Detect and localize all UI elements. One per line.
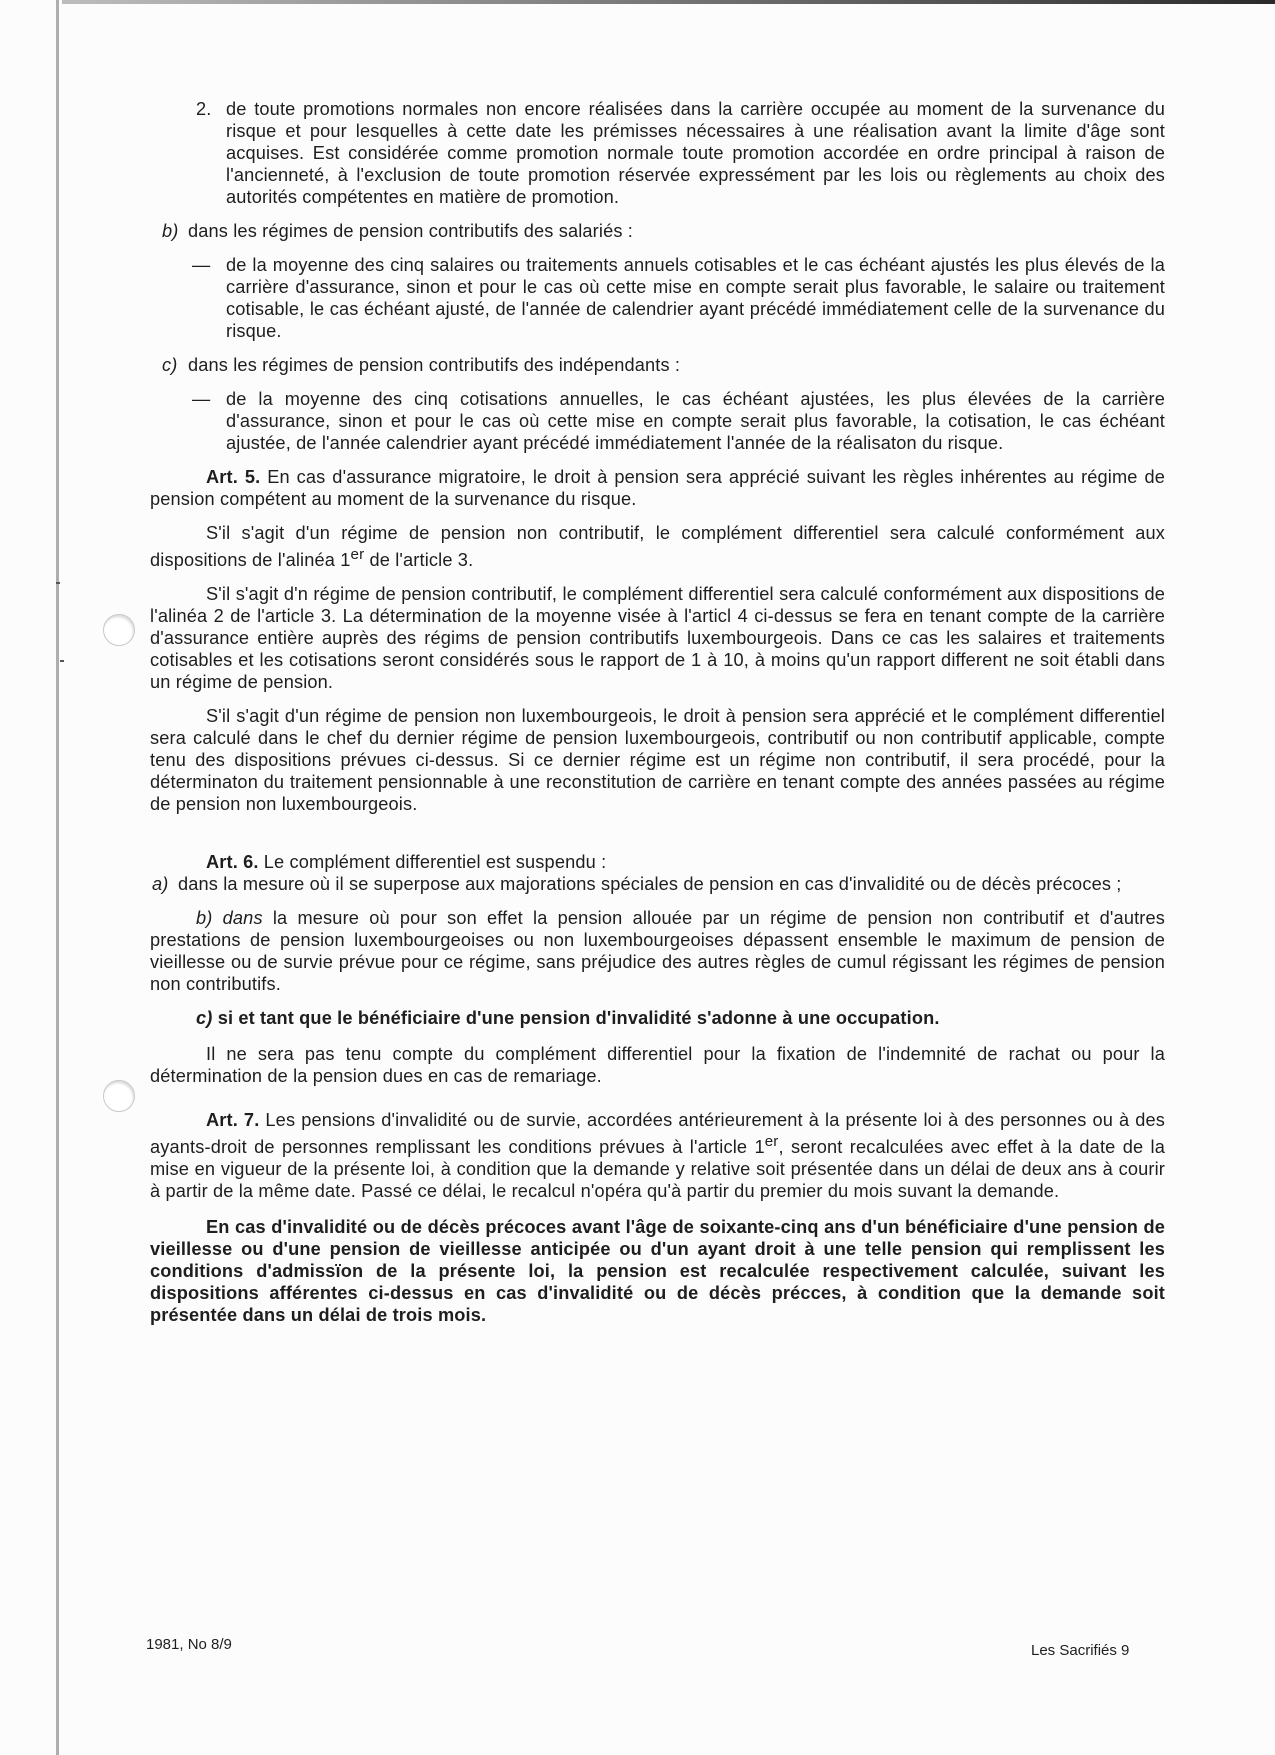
art7-p1-text: Les pensions d'invalidité ou de survie, accordées antérieurement à la présente loi à des personnes ou à des ayants-droit de personnes remplissant les conditions prévues à l'article 1 [150, 1110, 1166, 1158]
art6-intro-text: Le complément differentiel est suspendu : [263, 852, 607, 873]
punch-hole [103, 614, 135, 646]
art6-a-text: dans la mesure où il se superpose aux majorations spéciales de pension en cas d'invalidité ou de décès précoces ; [178, 874, 1122, 895]
punch-hole [103, 1080, 135, 1112]
item-c [150, 354, 1165, 376]
art5-paragraph-1 [150, 466, 1165, 510]
art5-paragraph-2 [150, 522, 1165, 571]
art6-b-text: la mesure où pour son effet la pension allouée par un régime de pension non contributif et d'autres prestations de pension luxembourgeoises ou non luxembourgeoises dépassent ensemble le maximum de pension de vieillesse ou de survie prévue pour ce régime, sans préjudice des autres règles de cumul régissant les régimes de pension non contributifs. [150, 908, 1165, 995]
art6-item-c [150, 1007, 1165, 1029]
art7-paragraph-1 [150, 1109, 1165, 1202]
scan-edge-left [56, 0, 59, 1755]
item-2-label: 2. [196, 99, 212, 119]
art7-label: Art. 7. [206, 1110, 260, 1131]
item-c-text: dans les régimes de pension contributifs des indépendants : [188, 355, 681, 375]
art5-p1: En cas d'assurance migratoire, le droit à pension sera apprécié suivant les règles inhérentes au régime de pension compétent au moment de la survenance du risque. [150, 467, 1165, 509]
art6-item-a [150, 873, 1165, 895]
scan-speck [56, 582, 60, 584]
art6-intro [150, 851, 1165, 873]
scan-edge-top [62, 0, 1275, 4]
art6-b-label: b) dans [196, 908, 263, 929]
item-b-dash-text: de la moyenne des cinq salaires ou traitements annuels cotisables et le cas échéant ajustés les plus élevés de la carrière d'assurance, sinon et pour le cas où cette mise en compte serait plus favorable, le salaire ou traitement cotisable, le cas échéant ajusté, de l'année de calendrier ayant précédé immédiatement celle de la survenance du risque. [226, 255, 1165, 341]
art6-item-b [150, 907, 1165, 995]
art7-paragraph-2: En cas d'invalidité ou de décès précoces avant l'âge de soixante-cinq ans d'un bénéficiaire d'une pension de vieillesse ou d'une pension de vieillesse anticipée ou d'un ayant droit à une telle pension qui remplissent les conditions d'admissïon de la présente loi, la pension est recalculée respectivement calculée, suivant les dispositions afférentes ci-dessus en cas d'invalidité ou de décès précces, à condition que la demande soit présentée dans un délai de trois mois. [150, 1217, 1165, 1326]
dash-marker: — [192, 255, 211, 275]
art5-p2-text-end: de l'article 3. [364, 550, 474, 571]
dash-marker: — [192, 389, 211, 409]
footer-issue: 1981, No 8/9 [146, 1636, 232, 1653]
document-body [150, 98, 1165, 1326]
item-2-text: de toute promotions normales non encore réalisées dans la carrière occupée au moment de la survenance du risque et pour lesquelles à cette date les prémisses nécessaires à une réalisation avant la limite d'âge sont acquises. Est considérée comme promotion normale toute promotion accordée en ordre principal à raison de l'ancienneté, à l'exclusion de toute promotion réservée expressément par les lois ou règlements au choix des autorités compétentes en matière de promotion. [226, 99, 1165, 207]
item-c-dash-text: de la moyenne des cinq cotisations annuelles, le cas échéant ajustées, les plus élevées de la carrière d'assurance, sinon et pour le cas où cette mise en compte serait plus favorable, la cotisation, le cas échéant ajustée, de l'année calendrier ayant précédé immédiatement l'année de la réalisaton du risque. [226, 389, 1165, 453]
item-b-label: b) [162, 221, 179, 241]
item-c-dash [150, 388, 1165, 454]
footer-page-number: Les Sacrifiés 9 [1031, 1642, 1130, 1659]
superscript: er [764, 1133, 779, 1151]
art5-paragraph-4: S'il s'agit d'un régime de pension non luxembourgeois, le droit à pension sera apprécié et le complément differentiel sera calculé dans le chef du dernier régime de pension luxembourgeois, contributif ou non contributif applicable, compte tenu des dispositions prévues ci-dessus. Si ce dernier régime est un régime non contributif, il sera procédé, pour la déterminaton du traitement pensionnable à une reconstitution de carrière en tenant compte des années passées au régime de pension non luxembourgeois. [150, 706, 1165, 815]
item-b-text: dans les régimes de pension contributifs des salariés : [188, 221, 633, 241]
scan-speck [60, 660, 64, 662]
item-c-label: c) [162, 355, 178, 375]
art6-final-paragraph: Il ne sera pas tenu compte du complément differentiel pour la fixation de l'indemnité de rachat ou pour la détermination de la pension dues en cas de remariage. [150, 1044, 1165, 1087]
art7-p1-text-end: , seront recalculées avec effet à la date de la mise en vigueur de la présente loi, à condition que la demande y relative soit présentée dans un délai de deux ans à courir à partir de la même date. Passé ce délai, le recalcul n'opéra qu'à partir du premier du mois suvant la demande. [150, 1137, 1165, 1202]
item-b-dash [150, 254, 1165, 342]
art6-a-label: a) [152, 874, 169, 895]
art6-label: Art. 6. [206, 852, 259, 873]
item-2 [150, 98, 1165, 208]
art6-c-label: c) [196, 1008, 213, 1029]
art5-p2-text: S'il s'agit d'un régime de pension non contributif, le complément differentiel sera calculé conformément aux dispositions de l'alinéa 1 [150, 523, 1165, 571]
superscript: er [350, 546, 365, 563]
item-b [150, 220, 1165, 242]
art6-c-text: si et tant que le bénéficiaire d'une pension d'invalidité s'adonne à une occupation. [217, 1008, 940, 1029]
art5-label: Art. 5. [206, 467, 261, 487]
art5-paragraph-3: S'il s'agit d'n régime de pension contributif, le complément differentiel sera calculé conformément aux dispositions de l'alinéa 2 de l'article 3. La détermination de la moyenne visée à l'articl 4 ci-dessus se fera en tenant compte de la carrière d'assurance entière auprès des régims de pension contributifs luxembourgeois. Dans ce cas les salaires et traitements cotisables et les cotisations seront considérés sous le rapport de 1 à 10, à moins qu'un rapport different ne soit établi dans un régime de pension. [150, 584, 1165, 693]
